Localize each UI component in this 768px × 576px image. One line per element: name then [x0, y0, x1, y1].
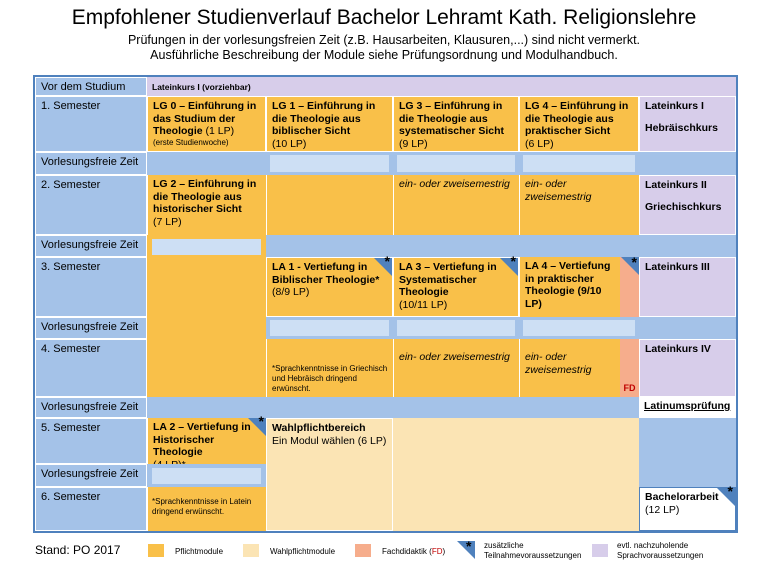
- module-lg4-title: LG 4 – Einführung in die Theologie aus praktischer Sicht: [525, 100, 629, 137]
- subtitle-exams: Prüfungen in der vorlesungsfreien Zeit (z.B. Hausarbeiten, Klausuren,...) sind nicht vermerkt.: [127, 33, 641, 47]
- vorlesungsfrei-bar: [152, 468, 261, 484]
- vorlesungsfrei-cell: [266, 397, 393, 418]
- module-la3-lp: (10/11 LP): [399, 298, 448, 311]
- lateinkurs-3: Lateinkurs III: [639, 257, 736, 317]
- vorlesungsfrei-bar: [523, 155, 635, 172]
- module-lg2: [147, 175, 266, 235]
- la3-ein-oder-zweisemestrig: ein- oder zweisemestrig: [393, 339, 519, 397]
- legend-wahl: Wahlpflichtmodule: [270, 547, 336, 556]
- vorlesungsfrei-cell: [519, 397, 639, 418]
- lateinkurs-1: Lateinkurs I: [645, 100, 704, 112]
- row-label-vor-dem-studium: Vor dem Studium: [35, 77, 147, 96]
- legend-fd-paren-open: (: [429, 547, 432, 556]
- star-icon: *: [510, 253, 516, 269]
- module-la4: [519, 257, 620, 317]
- legend-fachdidaktik: [382, 547, 445, 557]
- lateinkurs-vorziehbar: Lateinkurs I (vorziehbar): [147, 77, 736, 96]
- latinumspruefung: Latinumsprüfung: [639, 397, 736, 418]
- legend-sprach-line2: Sprachvoraussetzungen: [617, 551, 704, 560]
- vorlesungsfrei-cell: [639, 235, 736, 257]
- note-latein: *Sprachkenntnisse in Latein dringend erwünscht.: [152, 497, 252, 516]
- vorlesungsfrei-bar: [523, 320, 635, 336]
- lateinkurs-2: Lateinkurs II: [645, 179, 707, 191]
- legend-fd-paren-close: ): [442, 547, 446, 556]
- griechischkurs: Griechischkurs: [645, 200, 722, 213]
- legend-swatch-sprach: [592, 544, 608, 557]
- vorlesungsfrei-bar: [270, 155, 389, 172]
- vorlesungsfrei-bar: [270, 320, 389, 336]
- column1-continuation: [147, 235, 266, 418]
- vorlesungsfrei-cell: [519, 235, 639, 257]
- row-label-vorlesungsfrei-5: Vorlesungsfreie Zeit: [35, 464, 147, 487]
- wahlpflicht-area: [393, 418, 639, 531]
- row-label-vorlesungsfrei-4: Vorlesungsfreie Zeit: [35, 397, 147, 418]
- module-lg1: [266, 96, 393, 152]
- vorlesungsfrei-cell: [393, 235, 519, 257]
- stand-label: Stand: PO 2017: [35, 543, 121, 557]
- module-lg1-lp: (10 LP): [272, 137, 307, 150]
- module-lg4: [519, 96, 639, 152]
- row-label-vorlesungsfrei-3: Vorlesungsfreie Zeit: [35, 317, 147, 339]
- star-icon: *: [631, 254, 637, 270]
- vorlesungsfrei-bar: [397, 320, 515, 336]
- fd-label: FD: [620, 339, 639, 397]
- module-lg3-title: LG 3 – Einführung in die Theologie aus systematischer Sicht: [399, 100, 505, 137]
- page-title: Empfohlener Studienverlauf Bachelor Lehramt Kath. Religionslehre: [71, 6, 697, 29]
- vorlesungsfrei-cell: [266, 235, 393, 257]
- note-griechisch-hebraeisch: *Sprachkenntnisse in Griechisch und Hebräisch dringend erwünscht.: [272, 364, 388, 393]
- wahlpflicht-title: Wahlpflichtbereich: [272, 422, 366, 434]
- star-icon: *: [727, 483, 733, 499]
- star-icon: *: [258, 413, 264, 429]
- lateinkurs-4: Lateinkurs IV: [639, 339, 736, 397]
- legend-teilnahme-line1: zusätzliche: [484, 541, 524, 550]
- row-label-semester-6: 6. Semester: [35, 487, 147, 531]
- module-lg1-continuation: [266, 175, 393, 235]
- vorlesungsfrei-bar: [397, 155, 515, 172]
- vorlesungsfrei-cell: [147, 152, 266, 175]
- bachelorarbeit: [639, 483, 736, 531]
- row-label-semester-4: 4. Semester: [35, 339, 147, 397]
- subtitle-modules: Ausführliche Beschreibung der Module siehe Prüfungsordnung und Modulhandbuch.: [150, 48, 618, 62]
- row-label-semester-3: 3. Semester: [35, 257, 147, 317]
- module-la1-lp: (8/9 LP): [272, 286, 310, 298]
- module-lg3-lp: (9 LP): [399, 137, 428, 150]
- legend-teilnahme: [484, 541, 581, 561]
- fachdidaktik-strip: [620, 254, 639, 317]
- lg4-ein-oder-zweisemestrig: ein- oder zweisemestrig: [519, 175, 639, 235]
- vorlesungsfrei-cell: [639, 152, 736, 175]
- row-label-semester-5: 5. Semester: [35, 418, 147, 464]
- lg3-ein-oder-zweisemestrig: ein- oder zweisemestrig: [393, 175, 519, 235]
- bachelorarbeit-lp: (12 LP): [645, 503, 680, 516]
- vorlesungsfrei-cell: [639, 317, 736, 339]
- wahlpflicht-sub: Ein Modul wählen (6 LP): [272, 434, 387, 447]
- legend-star-icon: *: [466, 538, 472, 554]
- vorlesungsfrei-bar: [152, 239, 261, 255]
- module-la4-lp: (9/10 LP): [525, 285, 602, 310]
- la4-ein-oder-zweisemestrig: ein- oder zweisemestrig: [519, 339, 620, 397]
- module-lg0-title: LG 0 – Einführung in das Studium der Theologie: [153, 100, 257, 137]
- legend-teilnahme-line2: Teilnahmevoraussetzungen: [484, 551, 582, 560]
- module-la4-title: LA 4 – Vertiefung in praktischer Theologie: [525, 260, 611, 297]
- legend-fachdidaktik-label: Fachdidaktik: [382, 547, 427, 556]
- sprach-kurse-2: [639, 175, 736, 235]
- module-la1-title: LA 1 - Vertiefung in Biblischer Theologie*: [272, 261, 380, 286]
- module-la3: [393, 253, 519, 317]
- legend-pflicht: Pflichtmodule: [175, 547, 224, 556]
- row-label-vorlesungsfrei-1: Vorlesungsfreie Zeit: [35, 152, 147, 175]
- module-lg0-lp: (1 LP): [205, 125, 235, 137]
- module-lg1-title: LG 1 – Einführung in die Theologie aus biblischer Sicht: [272, 100, 376, 137]
- legend-fd-abbrev: FD: [431, 547, 443, 556]
- vorlesungsfrei-cell: [393, 397, 519, 418]
- module-lg2-lp: (7 LP): [153, 215, 182, 228]
- module-la3-title: LA 3 – Vertiefung in Systematischer Theologie: [399, 261, 497, 298]
- star-icon: *: [384, 253, 390, 269]
- module-la2-title: LA 2 – Vertiefung in Historischer Theologie: [153, 421, 251, 458]
- legend-swatch-fachdidaktik: [355, 544, 371, 557]
- module-la1: [266, 253, 393, 317]
- semester-5-right-cell: [639, 418, 736, 487]
- row-label-semester-1: 1. Semester: [35, 96, 147, 152]
- legend-sprach: [617, 541, 703, 561]
- module-lg0: [147, 96, 266, 152]
- row-label-semester-2: 2. Semester: [35, 175, 147, 235]
- bachelorarbeit-title: Bachelorarbeit: [645, 491, 719, 503]
- module-lg0-note: (erste Studienwoche): [153, 137, 229, 147]
- module-lg4-lp: (6 LP): [525, 137, 554, 150]
- module-lg3: [393, 96, 519, 152]
- hebraeischkurs: Hebräischkurs: [645, 121, 718, 134]
- row-label-vorlesungsfrei-2: Vorlesungsfreie Zeit: [35, 235, 147, 257]
- wahlpflichtbereich: [266, 418, 393, 531]
- legend-swatch-pflicht: [148, 544, 164, 557]
- legend-sprach-line1: evtl. nachzuholende: [617, 541, 689, 550]
- vorlesungsfrei-cell: [147, 397, 266, 418]
- sprach-kurse-1: [639, 96, 736, 152]
- module-lg2-title: LG 2 – Einführung in die Theologie aus historischer Sicht: [153, 178, 257, 215]
- legend-swatch-wahl: [243, 544, 259, 557]
